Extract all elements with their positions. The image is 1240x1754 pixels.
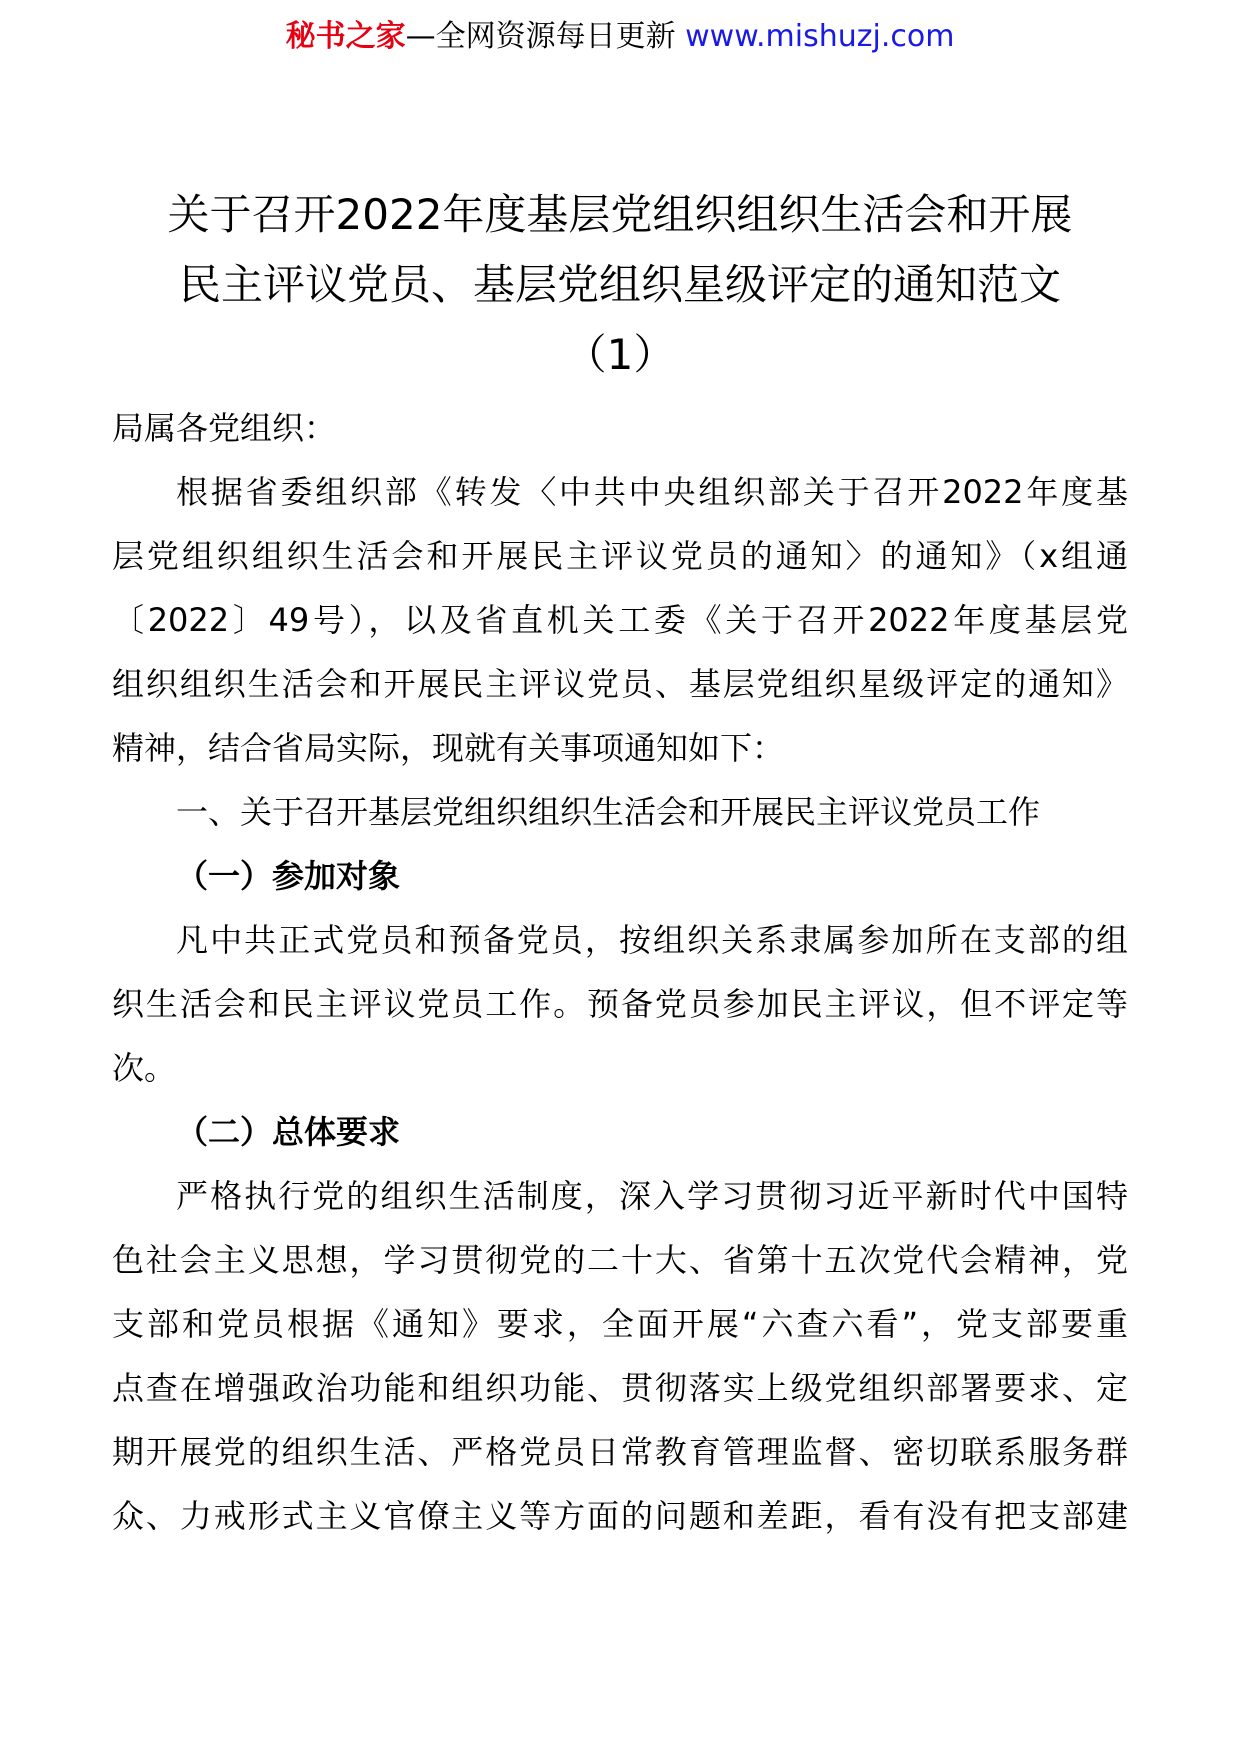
section-heading — [112, 780, 1128, 844]
paragraph-line: 期开展党的组织生活、严格党员日常教育管理监督、密切联系服务群 — [112, 1433, 1128, 1471]
paragraph-line: 点查在增强政治功能和组织功能、贯彻落实上级党组织部署要求、定 — [112, 1369, 1128, 1407]
intro-paragraph — [112, 460, 1128, 780]
paragraph-line: 凡中共正式党员和预备党员，按组织关系隶属参加所在支部的组 — [176, 921, 1128, 959]
subsection-heading-text: （二）总体要求 — [176, 1113, 401, 1151]
paragraph-line: 层党组织组织生活会和开展民主评议党员的通知〉的通知》（x组通 — [112, 537, 1128, 575]
site-brand: 秘书之家 — [285, 19, 406, 54]
site-url-link[interactable]: www.mishuzj.com — [685, 19, 955, 54]
salutation-text: 局属各党组织： — [112, 409, 337, 447]
subsection-heading — [112, 844, 1128, 908]
paragraph-line: 组织组织生活会和开展民主评议党员、基层党组织星级评定的通知》 — [112, 665, 1128, 703]
paragraph-line: 支部和党员根据《通知》要求，全面开展“六查六看”，党支部要重 — [112, 1305, 1128, 1343]
title-line: 关于召开2022年度基层党组织组织生活会和开展 — [167, 190, 1073, 239]
subsection-heading-text: （一）参加对象 — [176, 857, 401, 895]
section-heading-text: 一、关于召开基层党组织组织生活会和开展民主评议党员工作 — [176, 793, 1041, 831]
subsection-paragraph — [112, 1164, 1128, 1548]
document-title — [112, 180, 1128, 390]
paragraph-line: 精神，结合省局实际，现就有关事项通知如下： — [112, 729, 785, 767]
paragraph-line: 根据省委组织部《转发〈中共中央组织部关于召开2022年度基 — [176, 473, 1128, 511]
subsection-heading — [112, 1100, 1128, 1164]
paragraph-line: 次。 — [112, 1049, 177, 1087]
paragraph-line: 严格执行党的组织生活制度，深入学习贯彻习近平新时代中国特 — [176, 1177, 1128, 1215]
paragraph-line: 织生活会和民主评议党员工作。预备党员参加民主评议，但不评定等 — [112, 985, 1128, 1023]
subsection-paragraph — [112, 908, 1128, 1100]
salutation — [112, 396, 1128, 460]
site-tagline: —全网资源每日更新 — [405, 19, 676, 54]
paragraph-line: 〔2022〕49号），以及省直机关工委《关于召开2022年度基层党 — [112, 601, 1128, 639]
paragraph-line: 色社会主义思想，学习贯彻党的二十大、省第十五次党代会精神，党 — [112, 1241, 1128, 1279]
site-header — [0, 14, 1240, 60]
title-line: 民主评议党员、基层党组织星级评定的通知范文 — [178, 260, 1061, 309]
document-body — [112, 396, 1128, 1548]
title-line: （1） — [564, 330, 676, 379]
paragraph-line: 众、力戒形式主义官僚主义等方面的问题和差距，看有没有把支部建 — [112, 1497, 1128, 1535]
